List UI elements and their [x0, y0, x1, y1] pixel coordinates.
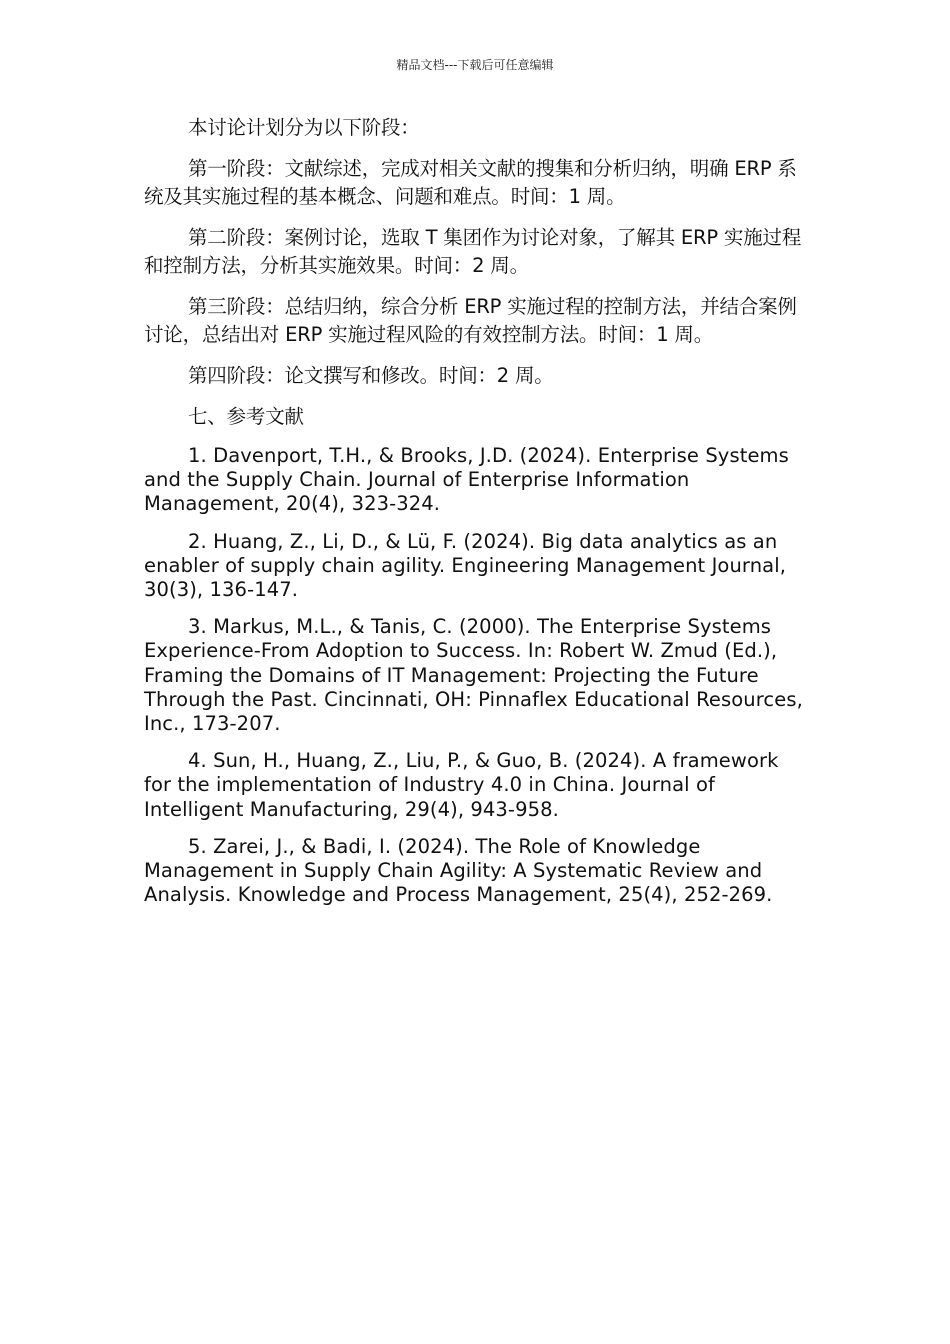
stage-2-paragraph: 第二阶段：案例讨论，选取 T 集团作为讨论对象，了解其 ERP 实施过程和控制方法，分析其实施效果。时间：2 周。 — [144, 226, 802, 277]
reference-list — [144, 444, 806, 907]
stage-4-paragraph: 第四阶段：论文撰写和修改。时间：2 周。 — [188, 364, 554, 387]
document-body — [144, 114, 806, 920]
page-header: 精品文档---下载后可任意编辑 — [396, 58, 554, 72]
reference-item: 5. Zarei, J., & Badi, I. (2024). The Role of Knowledge Management in Supply Chain Agility: A Systematic Review and Analysis. Knowledge and Process Management, 25(4), 252-269. — [144, 834, 773, 907]
reference-item: 3. Markus, M.L., & Tanis, C. (2000). The Enterprise Systems Experience-From Adoption to Success. In: Robert W. Zmud (Ed.), Framing the Domains of IT Management: Projecting the Future Through the Past. Cincinnati, OH: Pinnaflex Educational Resources, Inc., 173-207. — [144, 615, 803, 736]
reference-item: 2. Huang, Z., Li, D., & Lü, F. (2024). Big data analytics as an enabler of supply chain agility. Engineering Management Journal, 30(3), 136-147. — [144, 529, 787, 602]
stage-1-paragraph: 第一阶段：文献综述，完成对相关文献的搜集和分析归纳，明确 ERP 系统及其实施过程的基本概念、问题和难点。时间：1 周。 — [144, 157, 797, 208]
references-heading: 七、参考文献 — [188, 405, 304, 428]
reference-item: 4. Sun, H., Huang, Z., Liu, P., & Guo, B. (2024). A framework for the implementation of Industry 4.0 in China. Journal of Intelligent Manufacturing, 29(4), 943-958. — [144, 749, 779, 821]
reference-item: 1. Davenport, T.H., & Brooks, J.D. (2024). Enterprise Systems and the Supply Chain. Journal of Enterprise Information Management, 20(4), 323-324. — [144, 444, 789, 516]
intro-paragraph: 本讨论计划分为以下阶段： — [188, 116, 420, 139]
stage-3-paragraph: 第三阶段：总结归纳，综合分析 ERP 实施过程的控制方法，并结合案例讨论，总结出对 ERP 实施过程风险的有效控制方法。时间：1 周。 — [144, 295, 797, 346]
